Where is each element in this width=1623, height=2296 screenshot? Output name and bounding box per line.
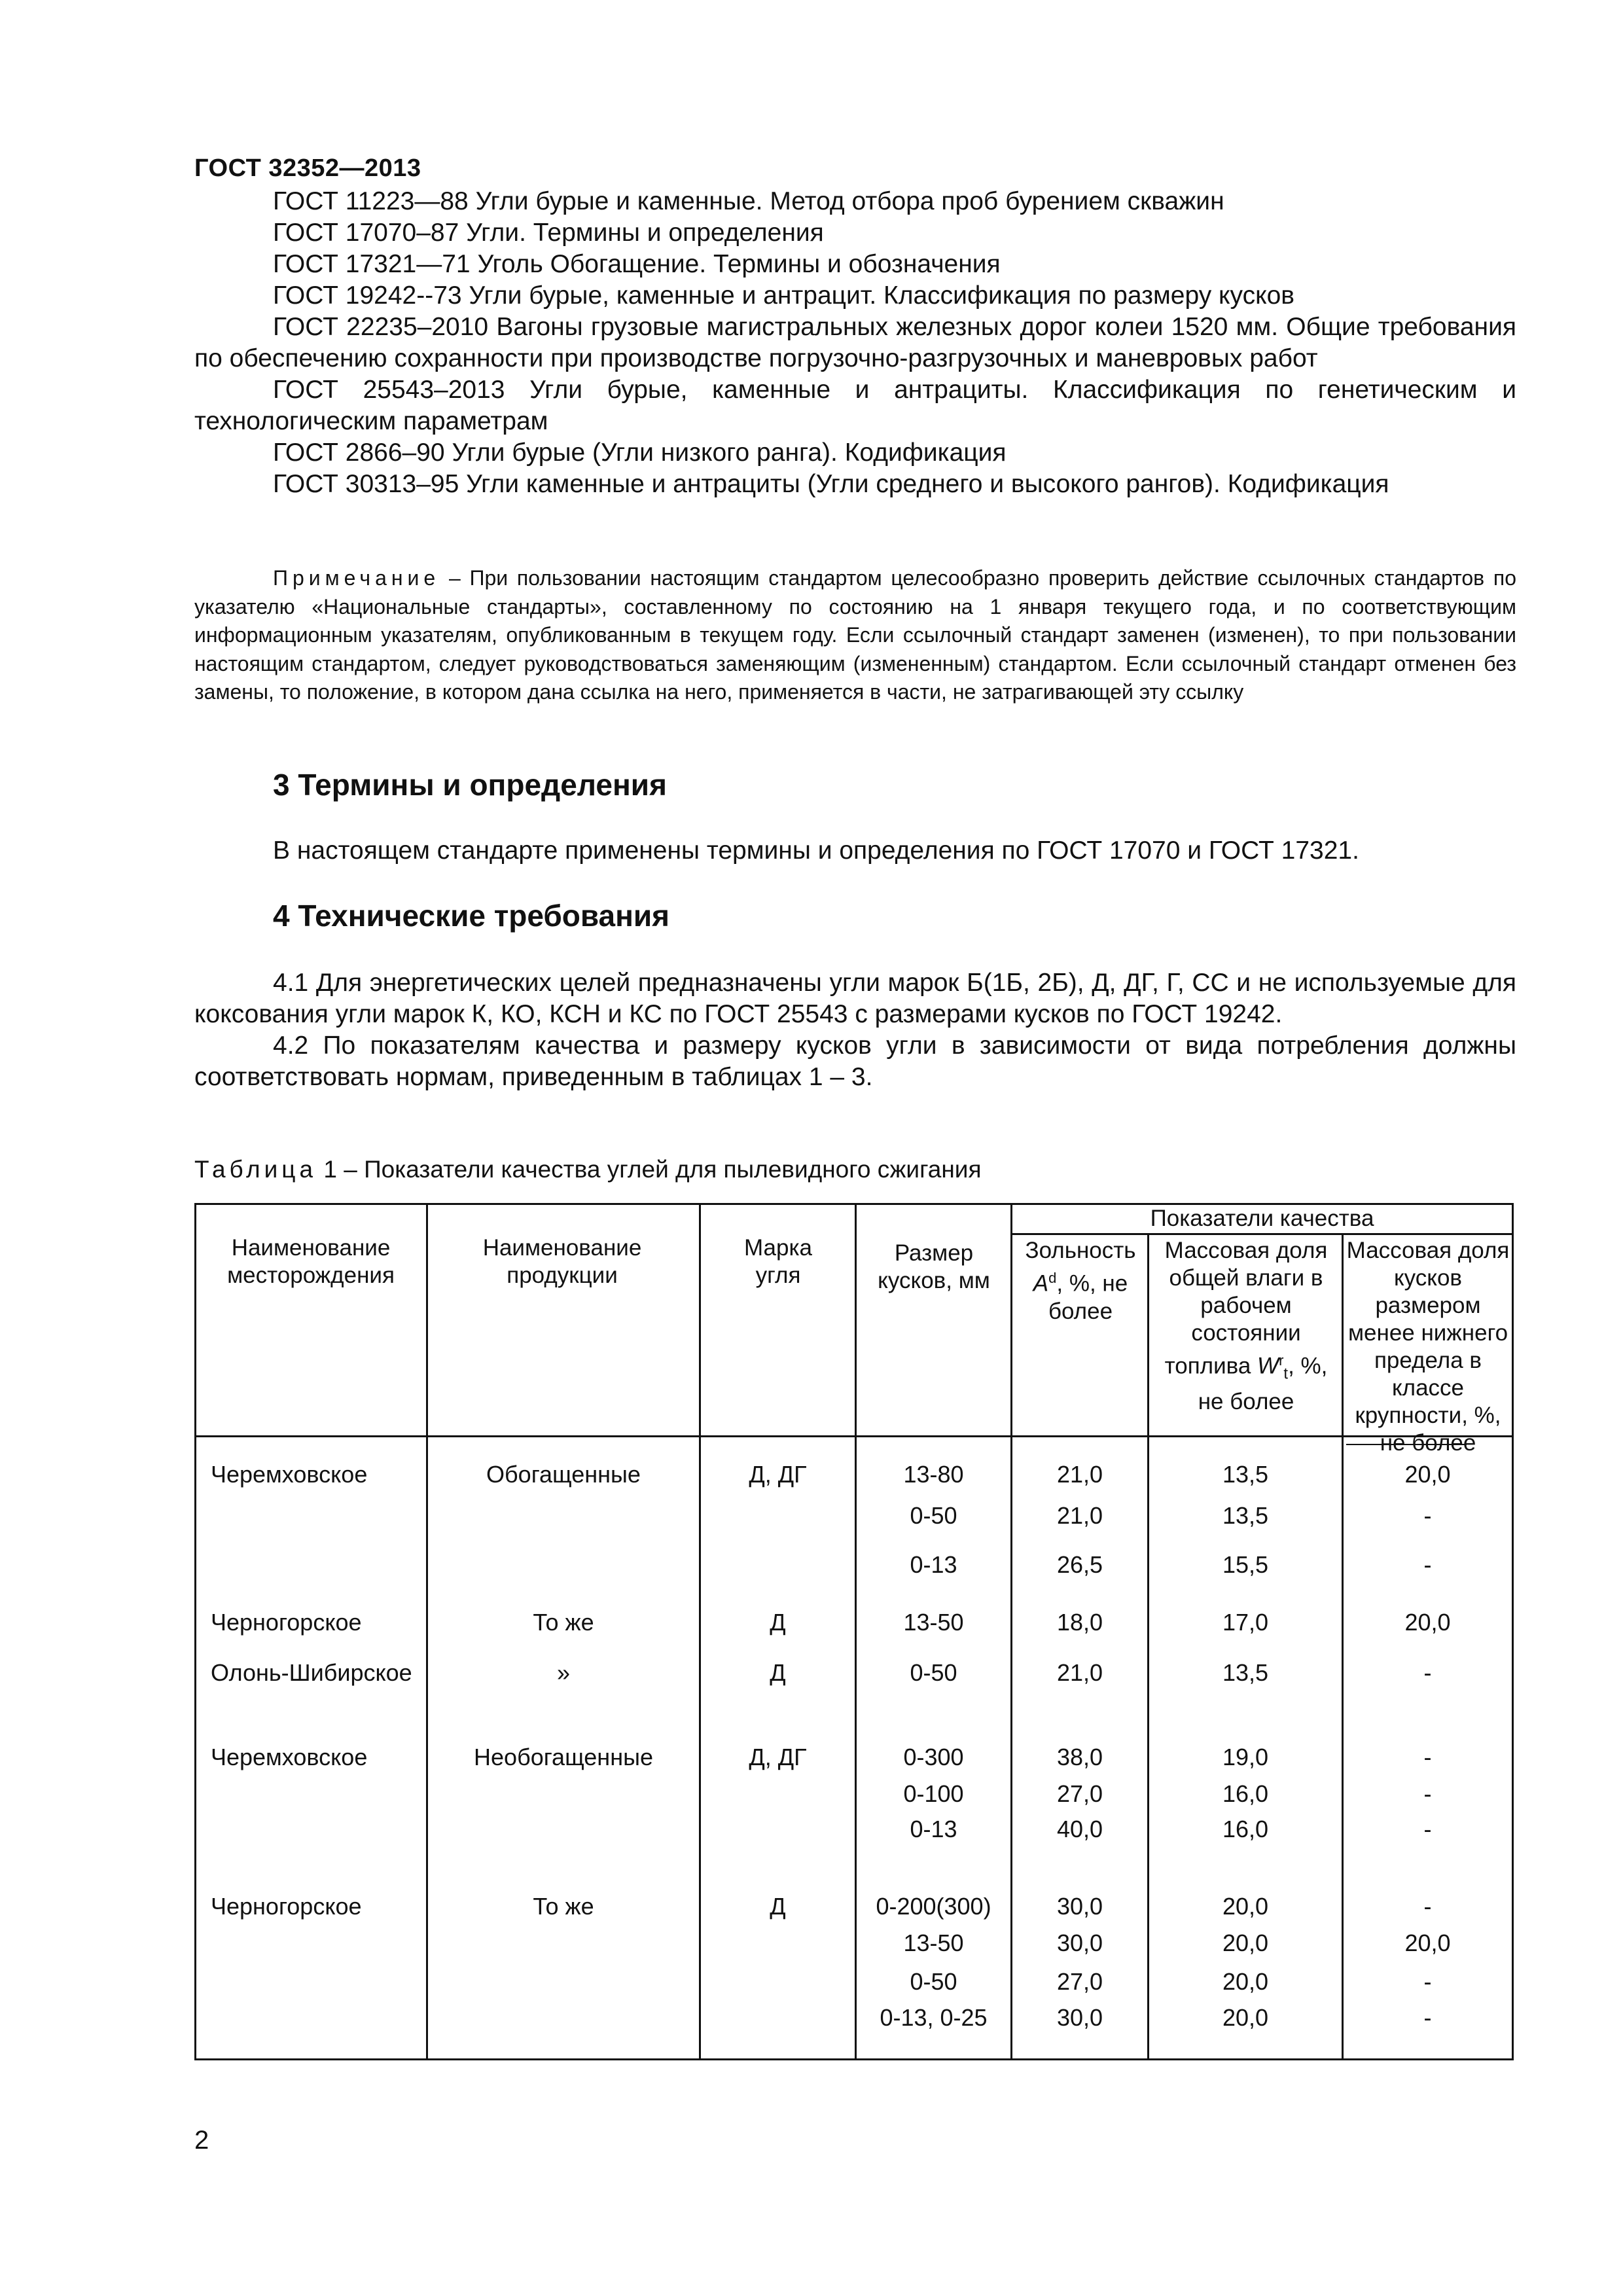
table-cell-deposit: Черногорское <box>211 1609 362 1636</box>
table-1 <box>194 1203 1514 2060</box>
table-cell-moisture: 20,0 <box>1222 2004 1269 2031</box>
header-moisture-text: Массовая доля общей влаги в рабочем состоянии топлива <box>1164 1238 1328 1379</box>
table-cell-size: 0-13 <box>910 1816 957 1842</box>
table-border-left <box>194 1203 196 2060</box>
header-ash-sup: d <box>1048 1270 1057 1286</box>
table-cell-product: Обогащенные <box>486 1461 641 1488</box>
table-cell-deposit: Олонь-Шибирское <box>211 1659 412 1686</box>
clause-4-2: 4.2 По показателям качества и размеру кусков угли в зависимости от вида потребления должны соответствовать нормам, приведенным в таблицах 1 – 3. <box>194 1031 1516 1091</box>
table-cell-size: 0-50 <box>910 1659 957 1686</box>
table-cell-size: 13-80 <box>903 1461 964 1488</box>
table-cell-ash: 30,0 <box>1056 1893 1103 1920</box>
header-moisture-sub: t <box>1283 1365 1289 1383</box>
reference-item: ГОСТ 22235–2010 Вагоны грузовые магистральных железных дорог колеи 1520 мм. Общие требования по обеспечению сохранности при производстве погрузочно-разгрузочных и маневровых работ <box>194 313 1516 372</box>
table-cell-product: Необогащенные <box>474 1744 653 1770</box>
table-cell-moisture: 13,5 <box>1222 1659 1269 1686</box>
header-ash-unit: , %, не более <box>1048 1270 1128 1324</box>
table-cell-fines: - <box>1423 1551 1432 1578</box>
table-cell-ash: 27,0 <box>1056 1780 1103 1807</box>
header-moisture-symbol: W <box>1257 1353 1279 1379</box>
section-3-text <box>194 835 1516 867</box>
table-cell-moisture: 13,5 <box>1222 1461 1269 1488</box>
reference-item: ГОСТ 2866–90 Угли бурые (Угли низкого ранга). Кодификация <box>273 439 1007 467</box>
section-3-heading: 3 Термины и определения <box>273 768 667 802</box>
table-cell-size: 0-13, 0-25 <box>880 2004 988 2031</box>
table-cell-size: 0-200(300) <box>876 1893 991 1920</box>
table-cell-moisture: 20,0 <box>1222 1968 1269 1995</box>
table-cell-ash: 40,0 <box>1056 1816 1103 1842</box>
table-cell-moisture: 17,0 <box>1222 1609 1269 1636</box>
header-size: Размер кусков, мм <box>878 1240 990 1293</box>
table-cell-moisture: 20,0 <box>1222 1893 1269 1920</box>
table-cell-ash: 21,0 <box>1056 1461 1103 1488</box>
header-ash-symbol: A <box>1033 1270 1049 1297</box>
header-fines: Массовая доля кусков размером менее нижнего предела в классе крупности, %, не более <box>1346 1238 1510 1456</box>
table-cell-grade: Д <box>770 1659 786 1686</box>
table-cell-size: 13-50 <box>903 1609 964 1636</box>
header-grade: Марка угля <box>743 1235 813 1288</box>
standard-id: ГОСТ 32352—2013 <box>194 154 421 182</box>
reference-item: ГОСТ 19242--73 Угли бурые, каменные и антрацит. Классификация по размеру кусков <box>273 281 1295 310</box>
header-quality-group: Показатели качества <box>1150 1206 1374 1231</box>
table-cell-product: То же <box>533 1893 594 1920</box>
table-cell-fines: 20,0 <box>1404 1461 1451 1488</box>
table-cell-ash: 21,0 <box>1056 1659 1103 1686</box>
table-cell-fines: - <box>1423 1780 1432 1807</box>
section-4-text <box>194 967 1516 1093</box>
table-cell-ash: 18,0 <box>1056 1609 1103 1636</box>
table-cell-moisture: 20,0 <box>1222 1929 1269 1956</box>
table-cell-fines: - <box>1423 1893 1432 1920</box>
table-cell-size: 13-50 <box>903 1929 964 1956</box>
section-3-paragraph: В настоящем стандарте применены термины и определения по ГОСТ 17070 и ГОСТ 17321. <box>273 836 1359 865</box>
note-text: – При пользовании настоящим стандартом целесообразно проверить действие ссылочных стандартов по указателю «Национальные стандарты», составленному по состоянию на 1 января текущего года, и по соответствующим информационным указателям, опубликованным в текущем году. Если ссылочный стандарт заменен (изменен), то при пользовании настоящим стандартом, следует руководствоваться заменяющим (измененным) стандартом. Если ссылочный стандарт отменен без замены, то положение, в котором дана ссылка на него, применяется в части, не затрагивающей эту ссылку <box>194 566 1516 704</box>
table-1-caption-label: Таблица <box>194 1156 317 1183</box>
table-cell-ash: 38,0 <box>1056 1744 1103 1770</box>
reference-item: ГОСТ 25543–2013 Угли бурые, каменные и антрациты. Классификация по генетическим и технологическим параметрам <box>194 376 1516 435</box>
table-cell-grade: Д, ДГ <box>749 1461 807 1488</box>
table-cell-fines: - <box>1423 2004 1432 2031</box>
table-cell-size: 0-300 <box>903 1744 964 1770</box>
table-cell-size: 0-100 <box>903 1780 964 1807</box>
table-cell-size: 0-50 <box>910 1502 957 1529</box>
table-cell-moisture: 19,0 <box>1222 1744 1269 1770</box>
note <box>194 564 1516 707</box>
header-moisture-sup: r <box>1279 1352 1284 1369</box>
table-rule-header <box>194 1435 1514 1437</box>
reference-item: ГОСТ 11223—88 Угли бурые и каменные. Метод отбора проб бурением скважин <box>273 187 1224 215</box>
table-cell-ash: 30,0 <box>1056 2004 1103 2031</box>
header-ash <box>1014 1237 1147 1325</box>
table-cell-ash: 30,0 <box>1056 1929 1103 1956</box>
table-cell-fines: - <box>1423 1816 1432 1842</box>
table-cell-moisture: 16,0 <box>1222 1816 1269 1842</box>
table-cell-ash: 26,5 <box>1056 1551 1103 1578</box>
table-cell-moisture: 16,0 <box>1222 1780 1269 1807</box>
table-rule-bottom <box>194 2058 1514 2060</box>
clause-4-1: 4.1 Для энергетических целей предназначены угли марок Б(1Б, 2Б), Д, ДГ, Г, СС и не используемые для коксования угли марок К, КО, КСН и КС по ГОСТ 25543 с размерами кусков по ГОСТ 19242. <box>194 969 1516 1028</box>
table-cell-deposit: Черемховское <box>211 1461 368 1488</box>
table-cell-fines: - <box>1423 1502 1432 1529</box>
references-list <box>194 186 1516 500</box>
table-cell-grade: Д <box>770 1893 786 1920</box>
table-cell-fines: 20,0 <box>1404 1609 1451 1636</box>
header-deposit: Наименование месторождения <box>227 1235 395 1288</box>
table-cell-size: 0-50 <box>910 1968 957 1995</box>
table-cell-grade: Д <box>770 1609 786 1636</box>
table-cell-moisture: 15,5 <box>1222 1551 1269 1578</box>
table-cell-deposit: Черемховское <box>211 1744 368 1770</box>
table-cell-ash: 27,0 <box>1056 1968 1103 1995</box>
table-cell-moisture: 13,5 <box>1222 1502 1269 1529</box>
table-cell-fines: - <box>1423 1744 1432 1770</box>
table-cell-ash: 21,0 <box>1056 1502 1103 1529</box>
header-moisture <box>1151 1237 1341 1416</box>
table-cell-product: » <box>556 1659 571 1686</box>
table-cell-fines: - <box>1423 1659 1432 1686</box>
page-number: 2 <box>194 2126 209 2155</box>
reference-item: ГОСТ 30313–95 Угли каменные и антрациты (Угли среднего и высокого рангов). Кодификация <box>273 470 1389 498</box>
table-1-caption-text: 1 – Показатели качества углей для пылевидного сжигания <box>317 1156 982 1183</box>
table-1-caption <box>194 1156 982 1183</box>
table-cell-fines: - <box>1423 1968 1432 1995</box>
header-moisture-unit: , %, не более <box>1198 1353 1328 1414</box>
reference-item: ГОСТ 17321—71 Уголь Обогащение. Термины и обозначения <box>273 250 1001 278</box>
note-label: Примечание <box>273 566 440 590</box>
table-cell-grade: Д, ДГ <box>749 1744 807 1770</box>
table-cell-fines: 20,0 <box>1404 1929 1451 1956</box>
table-border-right <box>1512 1203 1514 2060</box>
section-4-heading: 4 Технические требования <box>273 899 669 933</box>
table-cell-deposit: Черногорское <box>211 1893 362 1920</box>
table-cell-size: 0-13 <box>910 1551 957 1578</box>
reference-item: ГОСТ 17070–87 Угли. Термины и определения <box>273 219 824 247</box>
header-ash-text: Зольность <box>1025 1238 1136 1263</box>
table-rule-group <box>1010 1233 1514 1235</box>
header-product: Наименование продукции <box>482 1235 642 1288</box>
table-cell-product: То же <box>533 1609 594 1636</box>
